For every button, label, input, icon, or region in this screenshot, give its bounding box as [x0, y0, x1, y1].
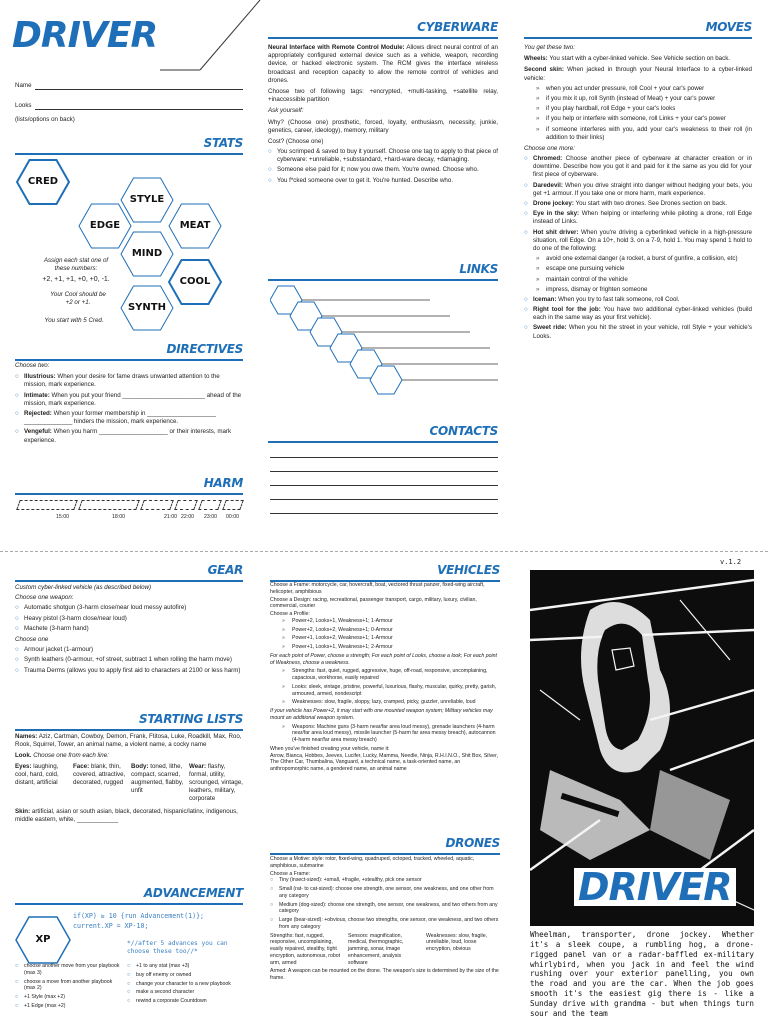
harm-label: 21:00	[164, 514, 177, 520]
move-option[interactable]: ○ Sweet ride: When you hit the street in your vehicle, roll Style + your vehicle's Looks.	[524, 324, 752, 340]
looks-label: Looks	[15, 101, 32, 109]
checkbox-icon[interactable]: ○	[524, 295, 528, 303]
look-column: Wear: flashy, formal, utility, scrounged, vintage, leathers, military, corporate	[189, 762, 244, 803]
move-subitem: » impress, dismay or frighten someone	[524, 286, 752, 294]
look-columns	[15, 763, 243, 804]
checkbox-icon[interactable]: ○	[127, 963, 131, 969]
drone-frame-option[interactable]: ○ Medium (dog-sized): choose one strength, one sensor, one weakness, and two others from any category	[270, 901, 498, 915]
vehicle-list: » Weaknesses: slow, fragile, sloppy, lazy, cramped, picky, guzzler, unreliable, loud	[270, 699, 500, 706]
title-text: DRIVER	[12, 15, 158, 56]
contact-field[interactable]	[270, 444, 498, 458]
harm-segment[interactable]	[16, 500, 78, 510]
checkbox-icon[interactable]: ○	[524, 324, 528, 332]
gear-option[interactable]: ○ Armour jacket (1-armour)	[15, 646, 94, 654]
harm-segment[interactable]	[140, 500, 174, 510]
stat-label-cred: CRED	[27, 176, 59, 187]
checkbox-icon[interactable]: ○	[15, 604, 19, 612]
contacts-lines	[270, 444, 498, 514]
contacts-header: CONTACTS	[268, 424, 498, 443]
checkbox-icon[interactable]: ○	[270, 917, 274, 923]
move-option[interactable]: ○ Daredevil: When you drive straight into danger without hedging your bets, you get +1 armour. If you take one or more harm, mark experience.	[524, 181, 752, 197]
advance-option[interactable]: ○ choose another move from your playbook (max 3)	[15, 963, 120, 976]
advancement-code-2: current.XP = XP-10;	[73, 922, 149, 930]
checkbox-icon[interactable]: ○	[268, 148, 272, 156]
checkbox-icon[interactable]: ○	[524, 228, 528, 236]
checkbox-icon[interactable]: ○	[268, 166, 272, 174]
checkbox-icon[interactable]: ○	[15, 428, 19, 436]
gear-header: GEAR	[15, 563, 243, 582]
looks-note: (lists/options on back)	[15, 116, 75, 123]
checkbox-icon[interactable]: ○	[127, 998, 131, 1004]
vehicle-list: » Looks: sleek, vintage, pristine, powerful, luxurious, flashy, muscular, quirky, pretty, garish, armoured, armed, nondescript	[270, 684, 500, 698]
checkbox-icon[interactable]: ○	[524, 306, 528, 314]
gear-block: Custom cyber-linked vehicle (as described below) Choose one weapon: ○ Automatic shotgun (3-harm close/near loud messy autofire) ○ Heavy pistol (3-harm close/near loud) ○ Machete (3-harm hand) Choose one ○ Armour jacket (1-armour) ○ Synth leathers (0-armour, +of street, subtract 1 when rolling the harm move) ○ Trauma Derms (allows you to apply first aid to characters at 2100 or less harm)	[15, 584, 243, 677]
advancement-block	[15, 908, 243, 1024]
advance-option[interactable]: ○ +1 Style (max +2)	[15, 994, 65, 1000]
move-subitem: » if someone interferes with you, add your car's weakness to their roll (in addition to their links)	[524, 126, 752, 142]
stats-header: STATS	[15, 136, 243, 155]
profile-option[interactable]: » Power+2, Looks+2, Weakness+1; 0-Armour	[270, 627, 500, 634]
version-label: v.1.2	[720, 558, 742, 566]
vehicles-block: Choose a Frame: motorcycle, car, hovercraft, boat, vectored thrust panzer, fixed-wing aircraft, helicopter, amphibious Choose a Design: racing, recreational, passenger transport, cargo, military, luxury, civilian, commercial, courier Choose a Profile: » Power+2, Looks+1, Weakness+1; 1-Armour » Power+2, Looks+2, Weakness+1; 0-Armour » Power+1, Looks+2, Weakness+1; 1-Armour » Power+1, Looks+1, Weakness+1; 2-Armour For each point of Power, choose a strength; For each point of Looks, choose a look; For each point of Weakness, choose a weakness. » Strengths: fast, quiet, rugged, aggressive, huge, off-road, responsive, uncomplaining, capacious, workhorse, easily repaired » Looks: sleek, vintage, pristine, powerful, luxurious, flashy, muscular, quirky, pretty, garish, armoured, armed, nondescript » Weaknesses: slow, fragile, sloppy, lazy, cramped, picky, guzzler, unreliable, loud If your vehicle has Power+2, it may start with one mounted weapon system; Military vehicles may mount an additional weapon system. » Weapons: Machine guns (3-harm near/far area loud messy), grenade launchers (4-harm near/far area loud messy), missile launcher (5-harm far area messy breach), autocannon (4-harm near/far area messy breach) When you've finished creating your vehicle, name it: Arrow, Bianca, Hobbes, Jeeves, Lucifer, Lucky, Mamma, Needle, Ninja, R.H.I.N.O., Shit Box, Silver, The Other Car, Thumbalina, Vanguard, a technical name, a task-oriented name, an anthropomorphic name, a gendered name, an animal name	[270, 582, 500, 773]
advancement-header: ADVANCEMENT	[15, 886, 243, 905]
checkbox-icon[interactable]: ○	[268, 176, 272, 184]
drone-sensors: Sensors: magnification, medical, thermographic, jamming, sonar, image enhancement, analysis software	[348, 932, 404, 966]
cyberware-block: Neural Interface with Remote Control Module: Allows direct neural control of an appropriately configured external device such as a vehicle, weapon, recording device, or hacked electronic system. The RCM gives the interface wireless broadcast and reception capacity to allow the remote control of vehicles and drones. Choose two of following tags: +encrypted, +multi-tasking, +satellite relay, +inaccessible partition Ask yourself: Why? (Choose one) prosthetic, forced, loyalty, enthusiasm, necessity, junkie, genetics, career, ideology), memory, military Cost? (Choose one) ○ You scrimped & saved to buy it yourself. Choose one tag to apply to that piece of cyberware: +unreliable, +substandard, +hard-ware decay, +damaging. ○ Someone else paid for it; now you owe them. You're owned. Choose who. ○ You f*cked someone over to get it. You're hunted. Describe who.	[268, 44, 498, 184]
move-subitem: » when you act under pressure, roll Cool + your car's power	[524, 85, 752, 93]
harm-segment[interactable]	[222, 500, 244, 510]
profile-option[interactable]: » Power+1, Looks+1, Weakness+1; 2-Armour	[270, 644, 500, 651]
vehicles-header: VEHICLES	[270, 563, 500, 582]
stat-label-style: STYLE	[129, 194, 165, 205]
profile-option[interactable]: » Power+1, Looks+2, Weakness+1; 1-Armour	[270, 635, 500, 642]
xp-hex[interactable]	[15, 916, 71, 964]
advance-option[interactable]: ○ change your character to a new playbook	[127, 980, 231, 987]
stats-assign-note: Assign each stat one of these numbers: +2, +1, +1, +0, +0, -1.	[42, 257, 110, 284]
gear-option[interactable]: ○ Machete (3-harm hand)	[15, 624, 89, 632]
gear-option[interactable]: ○ Heavy pistol (3-harm close/near loud)	[15, 614, 127, 622]
move-subitem: » escape one pursuing vehicle	[524, 265, 752, 273]
checkbox-icon[interactable]: ○	[270, 877, 274, 884]
cost-option[interactable]: ○ You scrimped & saved to buy it yourself. Choose one tag to apply to that piece of cyberware: +unreliable, +substandard, +hard-ware decay, +damaging.	[268, 148, 498, 164]
advance-option[interactable]: ○ buy off enemy or owned	[127, 971, 192, 978]
moves-block: You get these two: Wheels: You start with a cyber-linked vehicle. See Vehicle section on back. Second skin: When jacked in through your Neural Interface to a cyber-linked vehicle: » when you act under pressure, roll Cool + your car's power » if you mix it up, roll Synth (instead of Meat) + your car's power » if you play hardball, roll Edge + your car's looks » if you help or interfere with someone, roll Links + your car's power » if someone interferes with you, add your car's weakness to their roll (in addition to their links) Choose one more: ○ Chromed: Choose another piece of cyberware at character creation or in downtime. Describe how you got it and paid for it the same as you did for your first piece of cyberware. ○ Daredevil: When you drive straight into danger without hedging your bets, you get +1 armour. If you take one or more harm, mark experience. ○ Drone jockey: You start with two drones. See Drones section on back. ○ Eye in the sky: When helping or interfering while piloting a drone, roll Edge instead of Links. ○ Hot shit driver: When you're driving a cyberlinked vehicle in a high-pressure situation, roll Edge. On a 10+, hold 3. on a 7-9, hold 1. You may spend 1 hold to do one of the following: » avoid one external danger (a rocket, a burst of gunfire, a collision, etc) » escape one pursuing vehicle » maintain control of the vehicle » impress, dismay or frighten someone ○ Iceman: When you try to fast talk someone, roll Cool. ○ Right tool for the job: You have two additional cyber-linked vehicles (build each in the same way as your first vehicle). ○ Sweet ride: When you hit the street in your vehicle, roll Style + your vehicle's Looks.	[524, 44, 752, 343]
cost-option[interactable]: ○ Someone else paid for it; now you owe them. You're owned. Choose who.	[268, 166, 479, 174]
move-option[interactable]: ○ Hot shit driver: When you're driving a cyberlinked vehicle in a high-pressure situation, roll Edge. On a 10+, hold 3. on a 7-9, hold 1. You may spend 1 hold to do one of the following:	[524, 228, 752, 252]
looks-field[interactable]	[35, 100, 243, 110]
look-column: Eyes: laughing, cool, hard, cold, distant, artificial	[15, 762, 59, 786]
checkbox-icon[interactable]: ○	[15, 624, 19, 632]
advancement-right-list	[127, 963, 243, 1007]
move-option[interactable]: ○ Right tool for the job: You have two additional cyber-linked vehicles (build each in the same way as your first vehicle).	[524, 306, 753, 322]
gear-option[interactable]: ○ Automatic shotgun (3-harm close/near loud messy autofire)	[15, 604, 187, 612]
checkbox-icon[interactable]: ○	[15, 978, 19, 985]
move-subitem: » maintain control of the vehicle	[524, 276, 752, 284]
links-header: LINKS	[268, 262, 498, 281]
driver-illustration	[530, 570, 754, 926]
drones-header: DRONES	[270, 836, 500, 855]
gear-option[interactable]: ○ Synth leathers (0-armour, +of street, subtract 1 when rolling the harm move)	[15, 656, 232, 664]
harm-header: HARM	[15, 476, 243, 495]
stat-hex-mind[interactable]	[120, 231, 174, 277]
cyberware-header: CYBERWARE	[268, 20, 498, 39]
harm-segment[interactable]	[174, 500, 198, 510]
checkbox-icon[interactable]: ○	[524, 181, 528, 189]
harm-clock	[18, 500, 246, 526]
driver-logo: DRIVER	[574, 868, 736, 906]
driver-blurb: Wheelman, transporter, drone jockey. Whether it's a sleek coupe, a rumbling hog, a drone-rigged panel van or a radar-baffled ex-military whirlybird, when you jack in and feel the wind rushing over your exterior panelling, you own the road and you are the car. When the job goes smooth it's the easiest gig there is - like a Sunday drive with grandma - but when things turn sour and the team	[530, 930, 754, 1018]
stat-hex-synth[interactable]	[120, 285, 174, 331]
harm-label: 18:00	[112, 514, 125, 520]
checkbox-icon[interactable]: ○	[127, 971, 131, 978]
advancement-code-1: if(XP) ≥ 10 {run Advancement(1)};	[73, 912, 205, 920]
drone-frame-option[interactable]: ○ Small (rat- to cat-sized): choose one strength, one sensor, one weakness, and one other from any category	[270, 886, 494, 899]
checkbox-icon[interactable]: ○	[15, 656, 19, 664]
move-subitem: » if you help or interfere with someone, roll Links + your car's power	[524, 115, 752, 123]
move-option[interactable]: ○ Drone jockey: You start with two drones. See Drones section on back.	[524, 200, 727, 207]
directive-item[interactable]: ○ Rejected: When your former membership in ____________________ ______________ hinders the mission, mark experience.	[15, 409, 216, 426]
advance-option[interactable]: ○ choose a move from another playbook (max 2)	[15, 978, 113, 992]
harm-label: 15:00	[56, 514, 69, 520]
checkbox-icon[interactable]: ○	[15, 646, 19, 654]
checkbox-icon[interactable]: ○	[524, 200, 528, 207]
look-column: Face: blank, thin, covered, attractive, decorated, rugged	[73, 762, 126, 786]
advance-option[interactable]: ○ +1 to any stat (max +3)	[127, 963, 190, 969]
stat-label-edge: EDGE	[89, 220, 121, 231]
move-subitem: » avoid one external danger (a rocket, a burst of gunfire, a collision, etc)	[524, 255, 752, 263]
checkbox-icon[interactable]: ○	[127, 989, 131, 996]
harm-segment[interactable]	[198, 500, 222, 510]
directives-header: DIRECTIVES	[15, 342, 243, 361]
checkbox-icon[interactable]: ○	[15, 391, 19, 399]
vehicle-list: » Weapons: Machine guns (3-harm near/far area loud messy), grenade launchers (4-harm near/far area loud messy), missile launcher (5-harm far area messy breach), autocannon (4-harm near/far area messy breach)	[270, 724, 500, 744]
harm-label: 23:00	[204, 514, 217, 520]
stat-label-mind: MIND	[131, 248, 163, 259]
starting-lists-block: Names: Aziz, Cartman, Cowboy, Demon, Frank, Ftitosa, Luke, Roadkill, Max, Roo, Rook, Squirrel, Tower, an animal name, a violent name, a cocky name Look. Choose one from each line: Eyes: laughing, cool, hard, cold, distant, artificial Face: blank, thin, covered, attractive, decorated, rugged Body: toned, lithe, compact, scarred, augmented, flabby, unfit Wear: flashy, formal, utility, scrounged, vintage, leathers, military, corporate Skin: artificial, asian or south asian, black, decorated, hispanic/latinx, indigenous, middle eastern, white, ____________	[15, 733, 244, 823]
cost-option[interactable]: ○ You f*cked someone over to get it. You're hunted. Describe who.	[268, 176, 454, 184]
drone-columns	[270, 933, 500, 967]
directives-list	[15, 362, 243, 447]
checkbox-icon[interactable]: ○	[15, 666, 19, 674]
stat-hex-meat[interactable]	[168, 203, 222, 249]
links-hex-chain	[270, 284, 500, 414]
stats-cred-note: You start with 5 Cred.	[44, 317, 104, 324]
checkbox-icon[interactable]: ○	[15, 963, 19, 969]
directive-item[interactable]: ○ Illustrious: When your desire for fame draws unwanted attention to the mission, mark experience.	[15, 373, 220, 389]
directives-choose: Choose two:	[15, 362, 50, 369]
harm-label: 22:00	[181, 514, 194, 520]
checkbox-icon[interactable]: ○	[15, 409, 19, 417]
stat-label-synth: SYNTH	[127, 302, 166, 313]
moves-header: MOVES	[524, 20, 752, 39]
page-divider	[0, 551, 768, 552]
drone-weaknesses: Weaknesses: slow, fragile, unreliable, loud, loose encryption, obvious	[426, 932, 488, 952]
contact-field[interactable]	[270, 500, 498, 514]
move-subitem: » if you mix it up, roll Synth (instead of Meat) + your car's power	[524, 95, 752, 103]
stats-hex-grid	[12, 155, 242, 325]
checkbox-icon[interactable]: ○	[524, 210, 528, 218]
directive-item[interactable]: ○ Intimate: When you put your friend ________________________ ahead of the mission, mark experience.	[15, 391, 242, 407]
harm-label: 00:00	[226, 514, 239, 520]
title-slash-decoration	[160, 0, 264, 72]
checkbox-icon[interactable]: ○	[270, 901, 274, 908]
move-option[interactable]: ○ Chromed: Choose another piece of cyberware at character creation or in downtime. Describe how you got it and paid for it the same as you did for your first piece of cyberware.	[524, 155, 752, 179]
stat-hex-cool[interactable]	[168, 259, 222, 305]
drones-block: Choose a Motive: style: rotor, fixed-wing, quadruped, octoped, tracked, wheeled, aquatic, amphibious, submarine Choose a Frame: ○ Tiny (insect-sized): +small, +fragile, +stealthy, pick one sensor ○ Small (rat- to cat-sized): choose one strength, one sensor, one weakness, and one other from any category ○ Medium (dog-sized): choose one strength, one sensor, one weakness, and two others from any category ○ Large (bear-sized): +obvious, choose two strengths, one sensor, one weakness, and two others from any category Strengths: fast, rugged, responsive, uncomplaining, easily repaired, stealthy, tight encryption, autonomous, robot arm, armed Sensors: magnification, medical, thermographic, jamming, sonar, image enhancement, analysis software Weaknesses: slow, fragile, unreliable, loud, loose encryption, obvious Armed: A weapon can be mounted on the drone. The weapon's size is determined by the size of the frame.	[270, 856, 499, 981]
stats-cool-note: Your Cool should be +2 or +1.	[50, 291, 106, 307]
drone-strengths: Strengths: fast, rugged, responsive, uncomplaining, easily repaired, stealthy, tight encryption, autonomous, robot arm, armed	[270, 932, 341, 966]
advance-option[interactable]: ○ +1 Edge (max +2)	[15, 1002, 66, 1009]
checkbox-icon[interactable]: ○	[15, 994, 19, 1000]
advancement-left-list	[15, 963, 123, 1012]
stat-label-meat: MEAT	[179, 220, 211, 231]
drone-frame-option[interactable]: ○ Tiny (insect-sized): +small, +fragile, +stealthy, pick one sensor	[270, 877, 422, 884]
checkbox-icon[interactable]: ○	[127, 980, 131, 987]
advancement-code-3: *//after 5 advances you can choose these too//*	[127, 940, 228, 956]
look-column: Body: toned, lithe, compact, scarred, augmented, flabby, unfit	[131, 762, 184, 795]
stat-label-cool: COOL	[179, 276, 211, 287]
checkbox-icon[interactable]: ○	[270, 886, 274, 892]
directive-item[interactable]: ○ Vengeful: When you harm ____________________ or their interests, mark experience.	[15, 428, 232, 444]
name-field[interactable]	[35, 80, 243, 90]
checkbox-icon[interactable]: ○	[15, 1002, 19, 1009]
checkbox-icon[interactable]: ○	[524, 155, 528, 163]
move-subitem: » if you play hardball, roll Edge + your car's looks	[524, 105, 752, 113]
checkbox-icon[interactable]: ○	[15, 373, 19, 381]
starting-lists-header: STARTING LISTS	[15, 712, 243, 731]
identity-block	[15, 80, 243, 124]
checkbox-icon[interactable]: ○	[15, 614, 19, 622]
advance-option[interactable]: ○ rewind a corporate Countdown	[127, 998, 207, 1004]
stat-hex-cred[interactable]	[16, 159, 70, 205]
name-label: Name	[15, 81, 32, 89]
move-option[interactable]: ○ Eye in the sky: When helping or interfering while piloting a drone, roll Edge instead of Links.	[524, 210, 752, 226]
contact-field[interactable]	[270, 486, 498, 500]
contact-field[interactable]	[270, 472, 498, 486]
advance-option[interactable]: ○ make a second character	[127, 989, 195, 996]
harm-segment[interactable]	[78, 500, 140, 510]
xp-label: XP	[35, 934, 51, 945]
drone-frame-option[interactable]: ○ Large (bear-sized): +obvious, choose two strengths, one sensor, one weakness, and two others from any category	[270, 917, 499, 930]
gear-option[interactable]: ○ Trauma Derms (allows you to apply first aid to characters at 2100 or less harm)	[15, 666, 241, 674]
contact-field[interactable]	[270, 458, 498, 472]
vehicle-list: » Strengths: fast, quiet, rugged, aggressive, huge, off-road, responsive, uncomplaining, capacious, workhorse, easily repaired	[270, 668, 500, 682]
links-hex-svg	[270, 284, 500, 414]
profile-option[interactable]: » Power+2, Looks+1, Weakness+1; 1-Armour	[270, 618, 500, 625]
move-option[interactable]: ○ Iceman: When you try to fast talk someone, roll Cool.	[524, 295, 680, 303]
